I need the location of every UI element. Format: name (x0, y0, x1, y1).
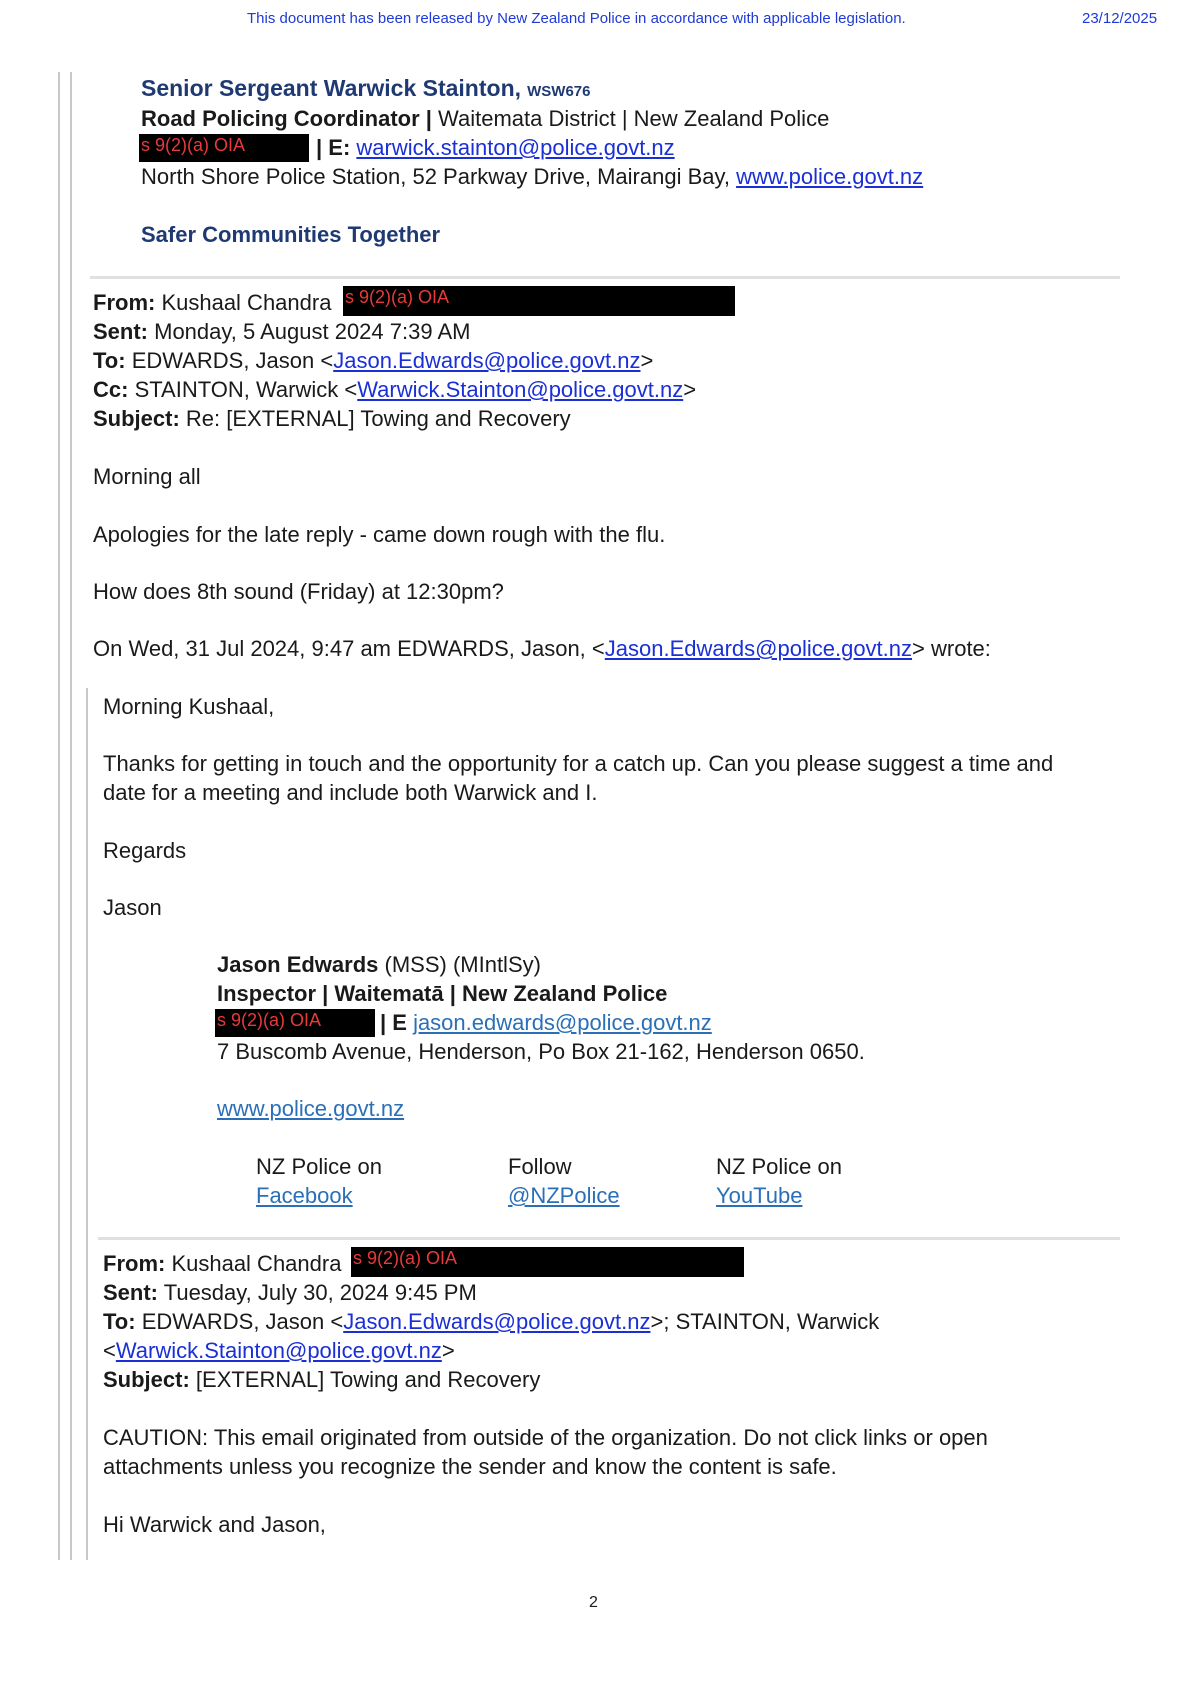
bracket: > (683, 377, 697, 402)
social-youtube-label: NZ Police on (716, 1154, 842, 1179)
email1-to-email-link[interactable]: Jason.Edwards@police.govt.nz (333, 348, 641, 373)
edwards-website-link[interactable]: www.police.govt.nz (217, 1096, 405, 1121)
stainton-name: Senior Sergeant Warwick Stainton, (141, 75, 522, 101)
quote-intro-end: > wrote: (912, 636, 991, 661)
email2-greeting: Hi Warwick and Jason, (103, 1512, 326, 1537)
twitter-link[interactable]: @NZPolice (508, 1183, 620, 1208)
redaction-box: s 9(2)(a) OIA (139, 134, 309, 162)
email2-subject-line (103, 1365, 540, 1394)
divider-1 (90, 276, 1120, 279)
email1-to: EDWARDS, Jason < (125, 348, 334, 373)
youtube-link[interactable]: YouTube (716, 1183, 803, 1208)
social-twitter-label: Follow (508, 1154, 572, 1179)
quote-intro-email-link[interactable]: Jason.Edwards@police.govt.nz (604, 636, 913, 661)
email2-to-cont: >; STAINTON, Warwick (650, 1309, 880, 1334)
quote-bar-outer (58, 72, 60, 1560)
subject-label: Subject: (103, 1367, 190, 1392)
stainton-signature-name-line (141, 74, 591, 106)
email1-body-apology: Apologies for the late reply - came down rough with the flu. (93, 522, 666, 547)
from-label: From: (103, 1251, 166, 1276)
stainton-address: North Shore Police Station, 52 Parkway Drive, Mairangi Bay, (141, 164, 737, 189)
stainton-website-link[interactable]: www.police.govt.nz (736, 164, 924, 189)
email2-to: EDWARDS, Jason < (135, 1309, 344, 1334)
quote-bar-inner (70, 72, 72, 1560)
email2-sent-line (103, 1278, 477, 1307)
bracket: < (103, 1338, 116, 1363)
email2-from-line (103, 1249, 341, 1278)
email1-from: Kushaal Chandra (155, 290, 332, 315)
bracket: > (640, 348, 654, 373)
stainton-role: Road Policing Coordinator | (141, 106, 432, 131)
bracket: > (441, 1338, 455, 1363)
from-label: From: (93, 290, 156, 315)
release-notice: This document has been released by New Zealand Police in accordance with applicable legislation. (247, 10, 906, 27)
stainton-id: WSW676 (527, 83, 591, 100)
email-label: | E (380, 1010, 414, 1035)
email1-sent-line (93, 317, 470, 346)
email2-from: Kushaal Chandra (165, 1251, 342, 1276)
quoted-paragraph-line-2: date for a meeting and include both Warwick and I. (103, 780, 598, 805)
email1-cc-email-link[interactable]: Warwick.Stainton@police.govt.nz (357, 377, 684, 402)
quoted-paragraph-line-1: Thanks for getting in touch and the opportunity for a catch up. Can you please suggest a time and (103, 751, 1054, 776)
stainton-role-rest: Waitemata District | New Zealand Police (431, 106, 830, 131)
stainton-tagline: Safer Communities Together (141, 222, 441, 247)
email1-subject: Re: [EXTERNAL] Towing and Recovery (179, 406, 571, 431)
email1-cc-line (93, 375, 696, 404)
edwards-address: 7 Buscomb Avenue, Henderson, Po Box 21-162, Henderson 0650. (217, 1039, 865, 1064)
quote-intro-text: On Wed, 31 Jul 2024, 9:47 am EDWARDS, Jason, < (93, 636, 605, 661)
quoted-sender-name: Jason (103, 895, 162, 920)
sent-label: Sent: (93, 319, 148, 344)
subject-label: Subject: (93, 406, 180, 431)
email1-sent: Monday, 5 August 2024 7:39 AM (148, 319, 471, 344)
email2-to-email-link[interactable]: Jason.Edwards@police.govt.nz (343, 1309, 651, 1334)
edwards-email-link[interactable]: jason.edwards@police.govt.nz (413, 1010, 712, 1035)
to-label: To: (93, 348, 126, 373)
email1-body-greeting: Morning all (93, 464, 201, 489)
cc-label: Cc: (93, 377, 129, 402)
redaction-box: s 9(2)(a) OIA (343, 286, 735, 316)
email-label: | E: (316, 135, 351, 160)
email2-to-line-2 (103, 1336, 455, 1365)
page-number: 2 (589, 1594, 598, 1611)
divider-2 (98, 1237, 1120, 1240)
release-date: 23/12/2025 (1082, 10, 1158, 27)
edwards-role: Inspector | Waitematā | New Zealand Police (217, 981, 668, 1006)
email2-subject: [EXTERNAL] Towing and Recovery (189, 1367, 541, 1392)
stainton-role-line (141, 104, 829, 133)
social-facebook-label: NZ Police on (256, 1154, 382, 1179)
edwards-quals: (MSS) (MIntlSy) (378, 952, 541, 977)
redaction-box: s 9(2)(a) OIA (215, 1009, 375, 1037)
stainton-email-line (316, 133, 675, 162)
quote-intro (93, 634, 991, 663)
edwards-name-line (217, 950, 541, 979)
email2-to-email2-link[interactable]: Warwick.Stainton@police.govt.nz (115, 1338, 442, 1363)
email1-to-line (93, 346, 653, 375)
caution-line-2: attachments unless you recognize the sender and know the content is safe. (103, 1454, 837, 1479)
email1-subject-line (93, 404, 571, 433)
redaction-box: s 9(2)(a) OIA (351, 1247, 744, 1277)
facebook-link[interactable]: Facebook (256, 1183, 353, 1208)
stainton-email-link[interactable]: warwick.stainton@police.govt.nz (356, 135, 675, 160)
edwards-email-line (380, 1008, 712, 1037)
email1-cc: STAINTON, Warwick < (128, 377, 358, 402)
edwards-name: Jason Edwards (217, 952, 379, 977)
email1-body-proposal: How does 8th sound (Friday) at 12:30pm? (93, 579, 504, 604)
to-label: To: (103, 1309, 136, 1334)
sent-label: Sent: (103, 1280, 158, 1305)
quoted-greeting: Morning Kushaal, (103, 694, 275, 719)
caution-line-1: CAUTION: This email originated from outside of the organization. Do not click links or open (103, 1425, 988, 1450)
stainton-address-line (141, 162, 923, 191)
email1-from-line (93, 288, 331, 317)
email2-sent: Tuesday, July 30, 2024 9:45 PM (158, 1280, 477, 1305)
email2-to-line (103, 1307, 879, 1336)
quoted-regards: Regards (103, 838, 187, 863)
quote-bar-nested (86, 688, 88, 1560)
